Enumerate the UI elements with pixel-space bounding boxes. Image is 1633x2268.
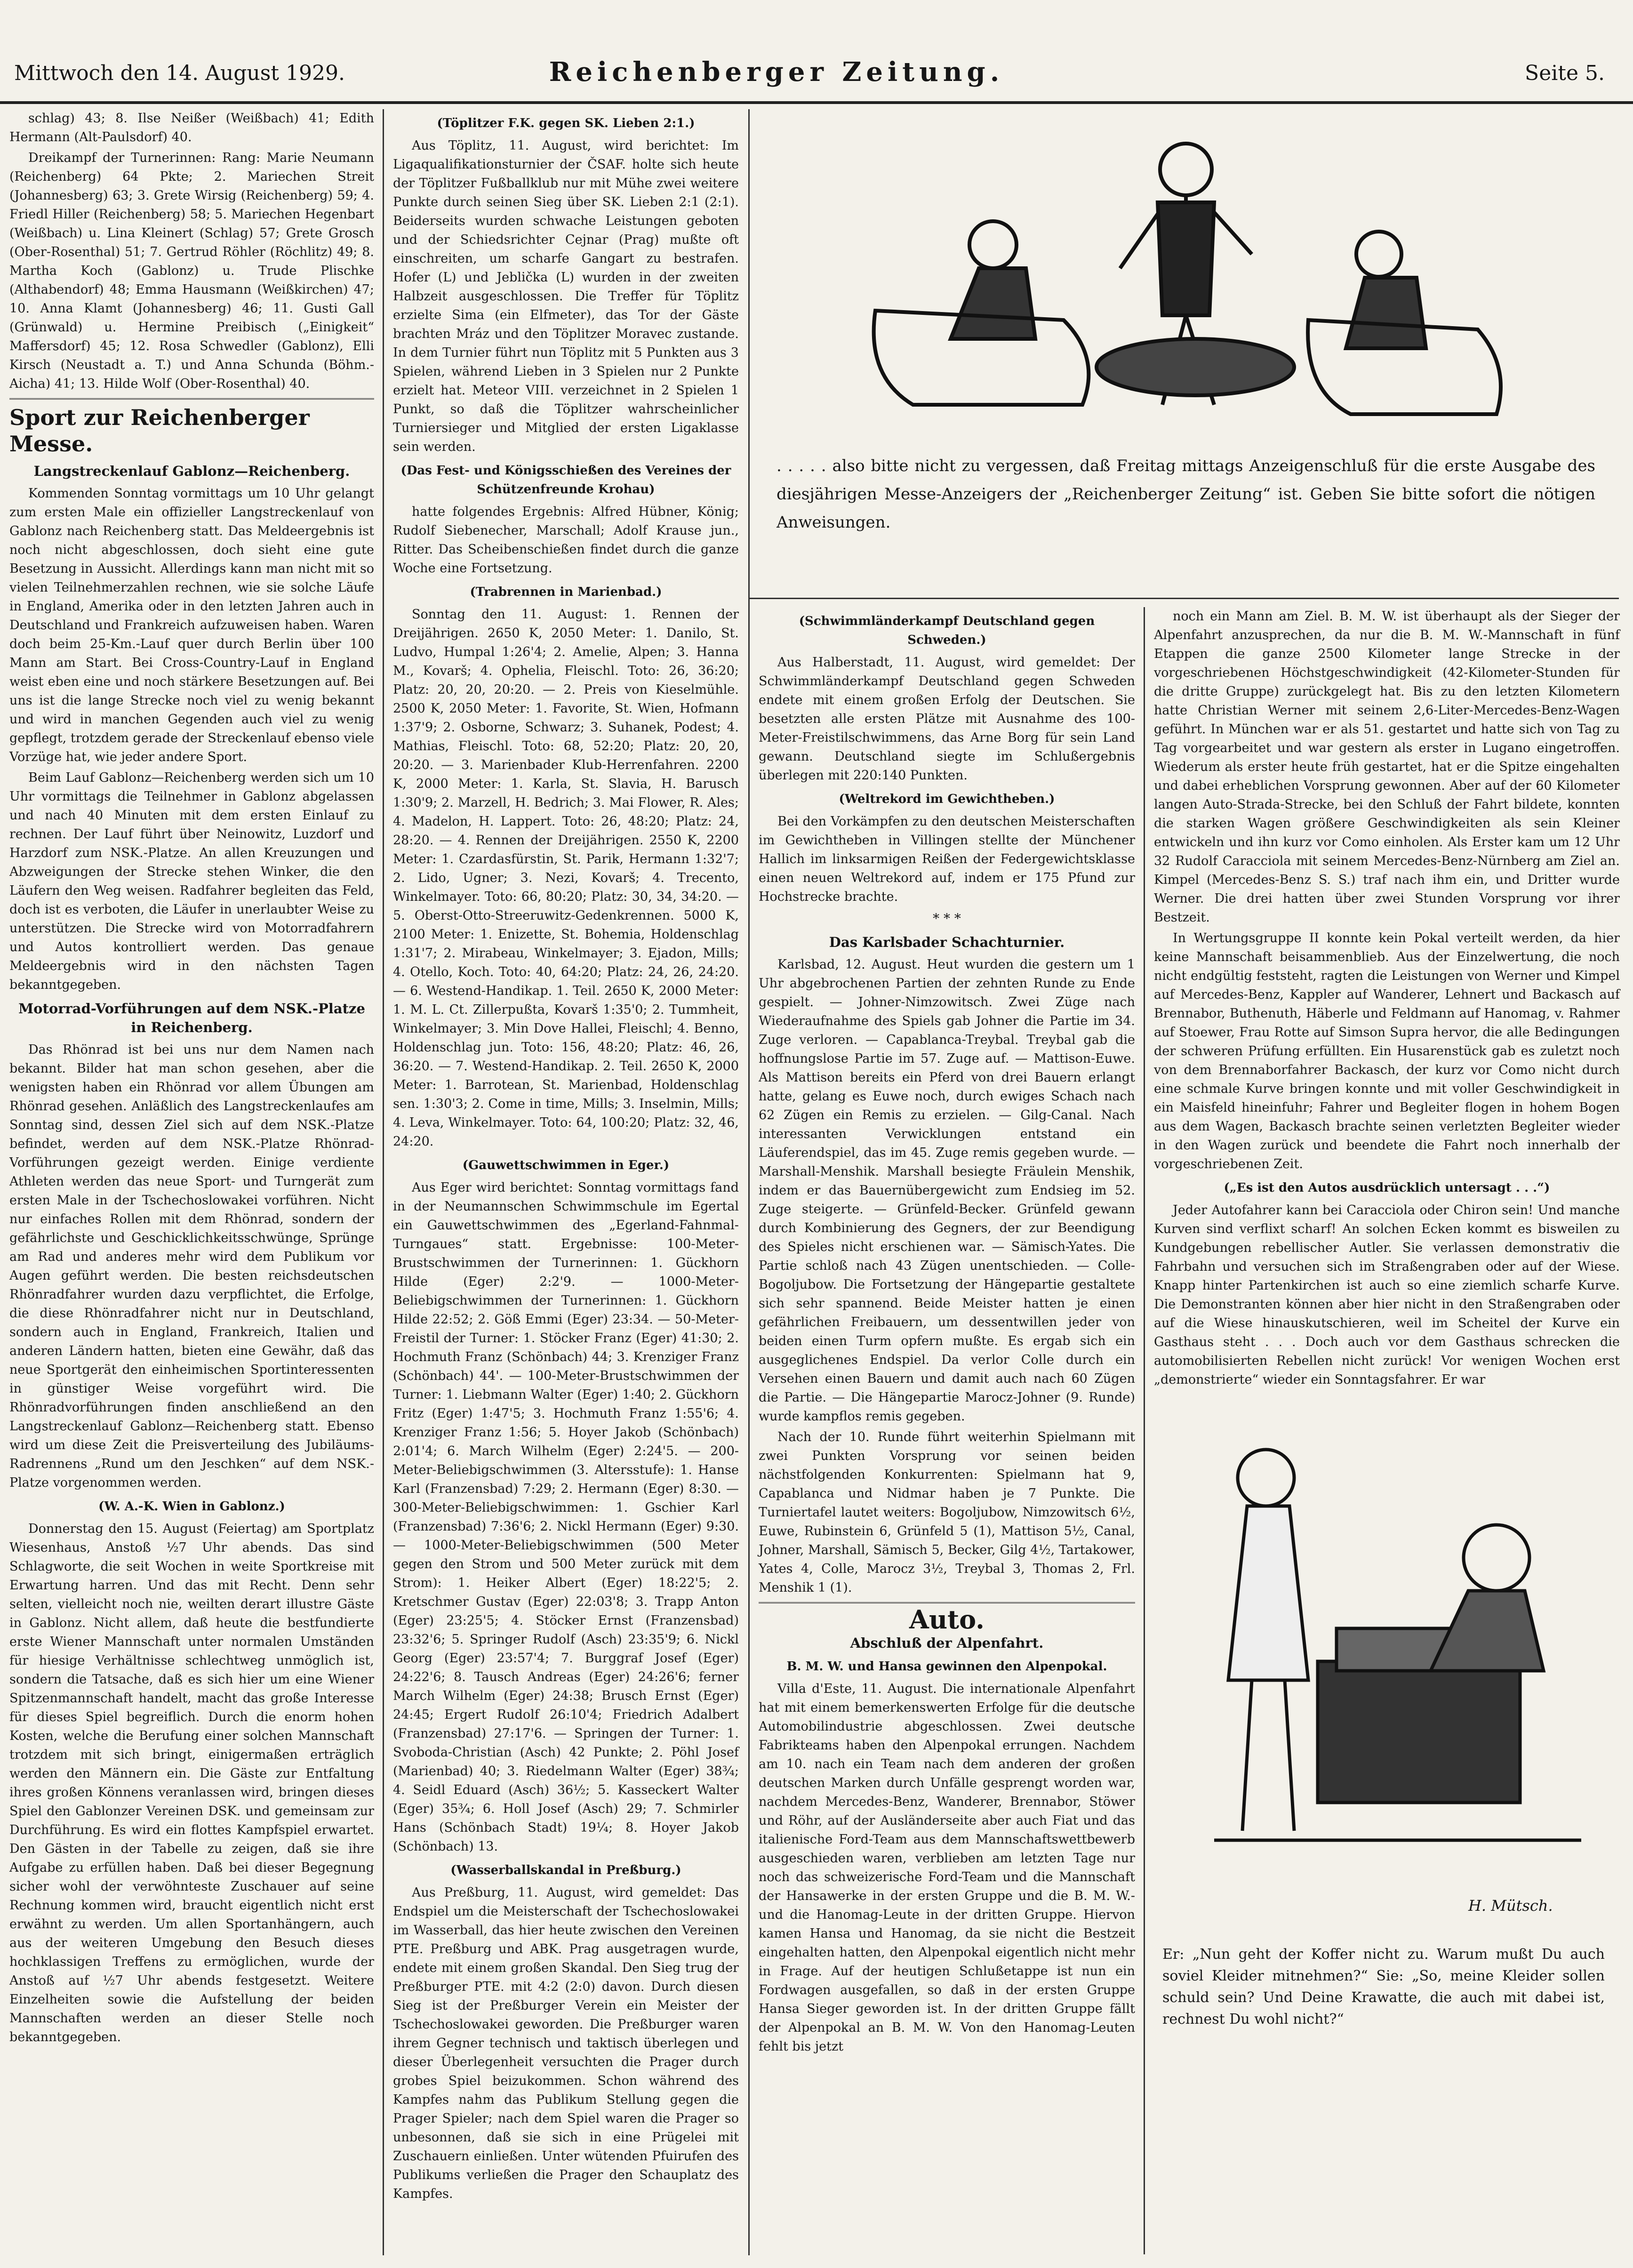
article-title: (Weltrekord im Gewichtheben.) [839,792,1055,806]
article-paragraph: Karlsbad, 12. August. Heut wurden die gestern um 1 Uhr abgebrochenen Partien der zehnten Runde zu Ende gespielt. — Johner-Nimzowitsch. Zwei Züge nach Wiederaufnahme des Spiels gab Johner die Partie im 34. Zuge verloren. — Capablanca-Treybal. Treybal gab die hoffnungslose Partie im 57. Zuge auf. — Mattison-Euwe. Als Mattison bereits ein Pferd von drei Bauern erlangt hatte, gelang es Euwe noch, durch ewiges Schach nach 62 Zügen ein Remis zu erzielen. — Gilg-Canal. Nach interessanten Verwicklungen entstand ein Läuferendspiel, das im 45. Zuge remis gegeben wurde. — Marshall-Menshik. Marshall besiegte Fräulein Menshik, indem er das Bauernübergewicht zum Endsieg im 52. Zuge steigerte. — Grünfeld-Becker. Grünfeld gewann durch Kombinierung des Gegners, der zur Beendigung des Spieles nicht erschienen war. — Sämisch-Yates. Die Partie schloß nach 43 Zügen unentschieden. — Colle-Bogoljubow. Die Fortsetzung der Hängepartie gestaltete sich sehr spannend. Beide Meister hatten je einen gefährlichen Freibauern, um dessentwillen jeder von beiden einen Turm opfern mußte. Es ergab sich ein ausgeglichenes Endspiel. Da verlor Colle durch ein Versehen einen Bauern und damit auch nach 60 Zügen die Partie. — Die Hängepartie Marocz-Johner (9. Runde) wurde kampflos remis gegeben. [759,957,1135,1424]
subheading: B. M. W. und Hansa gewinnen den Alpenpokal. [786,1659,1107,1674]
cartoon-illustration [1167,1417,1605,1934]
subheading: Das Karlsbader Schachturnier. [829,934,1065,950]
article-paragraph: Kommenden Sonntag vormittags um 10 Uhr gelangt zum ersten Male ein offizieller Langstreckenlauf von Gablonz nach Reichenberg statt. Das Meldeergebnis ist noch nicht abgeschlossen, doch sieht eine gute Besetzung in Aussicht. Allerdings kann man nicht mit so vielen Teilnehmerzahlen rechnen, wie sie solche Läufe in England, Amerika oder in den letzten Jahren auch in Deutschland und Frankreich aufzuweisen haben. Waren doch beim 25-Km.-Lauf quer durch Berlin über 100 Mann am Start. Bei Cross-Country-Lauf in England weist eben eine und noch stärkere Besetzungen auf. Bei uns ist die lange Strecke noch viel zu wenig bekannt und wird in manchen Gegenden auch viel zu wenig gepflegt, trotzdem gerade der Streckenlauf ebenso viele Vorzüge hat, wie jeder andere Sport. [9,486,374,764]
article-paragraph: Villa d'Este, 11. August. Die internationale Alpenfahrt hat mit einem bemerkenswerten Erfolge für die deutsche Automobilindustrie abgeschlossen. Zwei deutsche Fabrikteams haben den Alpenpokal errungen. Nachdem am 10. nach ein Team nach dem anderen der großen deutschen Marken durch Unfälle gesprengt worden war, nachdem Mercedes-Benz, Wanderer, Brennabor, Stöwer und Röhr, auf der Ausländerseite aber auch Fiat und das italienische Ford-Team aus dem Mannschaftswettbewerb ausgeschieden waren, verblieben am letzten Tage nur noch das schweizerische Ford-Team und die Mannschaft der Hansawerke in der ersten Gruppe und die B. M. W.- und die Hanomag-Leute in der dritten Gruppe. Hiervon kamen Hansa und Hanomag, da sie nicht die Bestzeit eingehalten hatten, den Alpenpokal eigentlich nicht mehr in Frage. Auf der heutigen Schlußetappe ist nun ein Fordwagen ausgefallen, so daß in der ersten Gruppe Hansa Sieger geworden ist. In der dritten Gruppe fällt der Alpenpokal an B. M. W. Von den Hanomag-Leuten fehlt bis jetzt [759,1682,1135,2054]
section-title: Sport zur Reichenberger Messe. [9,405,310,457]
cartoon-caption: Er: „Nun geht der Koffer nicht zu. Warum mußt Du auch soviel Kleider mitnehmen?“ Sie: „So, meine Kleider sollen schuld sein? Und Deine Krawatte, die auch mit dabei ist, rechnest Du wohl nicht?“ [1162,1946,1605,2028]
article-paragraph: hatte folgendes Ergebnis: Alfred Hübner, König; Rudolf Siebenecher, Marschall; Adolf Krause jun., Ritter. Das Scheibenschießen findet durch die ganze Woche eine Fortsetzung. [393,505,739,576]
article-dreikampf: Dreikampf der Turnerinnen: Rang: Marie Neumann (Reichenberg) 64 Pkte; 2. Mariechen Streit (Johannesberg) 63; 3. Grete Wirsig (Reichenberg) 59; 4. Friedl Hiller (Reichenberg) 58; 5. Mariechen Hegenbart (Weißbach) u. Lina Kleinert (Schlag) 57; Grete Grosch (Ober-Rosenthal) 51; 7. Gertrud Röhler (Röchlitz) 49; 8. Martha Koch (Gablonz) u. Trude Plischke (Althabendorf) 48; Emma Hausmann (Weißkirchen) 47; 10. Anna Klamt (Johannesberg) 46; 11. Gusti Gall (Grünwald) u. Hermine Preibisch („Einigkeit“ Maffersdorf) 45; 12. Rosa Schwedler (Gablonz), Elli Kirsch (Neustadt a. T.) und Anna Schunda (Böhm.-Aicha) 41; 13. Hilde Wolf (Ober-Rosenthal) 40. [9,151,374,391]
column-3 [759,607,1135,2264]
article-title: (Schwimmländerkampf Deutschland gegen Schweden.) [799,614,1095,647]
ad-caption: . . . . . also bitte nicht zu vergessen, daß Freitag mittags Anzeigenschluß für die erste Ausgabe des diesjährigen Messe-Anzeigers der „Reichenberger Zeitung“ ist. Geben Sie bitte sofort die nötigen Anweisungen. [776,457,1595,532]
separator-stars: * * * [933,911,961,926]
page-header [0,0,1633,104]
column-rule [748,109,750,2255]
masthead: Reichenberger Zeitung. [549,56,1004,88]
article-title: (Trabrennen in Marienbad.) [470,585,662,599]
article-paragraph: Jeder Autofahrer kann bei Caracciola oder Chiron sein! Und manche Kurven sind verflixt scharf! An solchen Ecken kommt es bisweilen zu Kundgebungen rebellischer Autler. Sie verlassen demonstrativ die Fahrbahn und versuchen sich im Straßengraben oder auf der Wiese. Knapp hinter Partenkirchen ist auch so eine ziemlich scharfe Kurve. Die Demonstranten können aber hier nicht in den Straßengraben oder auf die Wiese hinauskutschieren, weil im Scheitel der Kurve ein Gasthaus steht . . . Doch auch vor dem Gasthaus schrecken die automobilisierten Rebellen nicht zurück! Vor wenigen Wochen erst „demonstrierte“ wieder ein Sonntagsfahrer. Er war [1154,1203,1620,1387]
article-paragraph: Das Rhönrad ist bei uns nur dem Namen nach bekannt. Bilder hat man schon gesehen, aber die wenigsten haben ein Rhönrad vor allem Übungen am Rhönrad gesehen. Anläßlich des Langstreckenlaufes am Sonntag sind, dessen Ziel sich auf dem NSK.-Platze befindet, werden auf dem NSK.-Platze Rhönrad-Vorführungen gezeigt werden. Einige verdiente Athleten werden das neue Sport- und Turngerät zum ersten Male in der Tschechoslowakei vorführen. Nicht nur einfaches Rollen mit dem Rhönrad, sondern der gefährlichste und Geschicklichkeitsschwünge, Sprünge am Rad und anderes mehr wird dem Publikum vor Augen geführt werden. Die besten reichsdeutschen Rhönradfahrer wurden dazu verpflichtet, die Erfolge, die diese Rhönradfahrer nicht nur in Deutschland, sondern auch in England, Frankreich, Italien und anderen Ländern hatten, bieten eine Gewähr, daß das neue Sportgerät den einheimischen Sportinteressenten in günstiger Weise vorgeführt wird. Die Rhönradvorführungen finden anschließend an den Langstreckenlauf Gablonz—Reichenberg statt. Ebenso wird um diese Zeit die Preisverteilung des Jubiläums-Radrennens „Rund um den Jeschken“ auf dem NSK.-Platze vorgenommen werden. [9,1042,374,1490]
column-1 [9,109,374,2236]
issue-date: Mittwoch den 14. August 1929. [14,61,345,85]
section-title-auto: Auto. [909,1604,985,1635]
column-4 [1154,607,1620,1387]
subheading: (W. A.-K. Wien in Gablonz.) [98,1499,285,1514]
article-paragraph: Bei den Vorkämpfen zu den deutschen Meisterschaften im Gewichtheben in Villingen stellte der Münchener Hallich im linksarmigen Reißen der Federgewichtsklasse einen neuen Weltrekord auf, indem er 175 Pfund zur Hochstrecke brachte. [759,814,1135,904]
column-rule [748,598,1619,599]
subheading: Motorrad-Vorführungen auf dem NSK.-Platze in Reichenberg. [18,1001,365,1035]
article-title: („Es ist den Autos ausdrücklich untersagt . . .“) [1224,1181,1550,1195]
ad-illustration [838,113,1544,442]
article-paragraph: Aus Eger wird berichtet: Sonntag vormittags fand in der Neumannschen Schwimmschule im Egertal ein Gauwettschwimmen des „Egerland-Fahnmal-Turngaues“ statt. Ergebnisse: 100-Meter-Brustschwimmen der Turnerinnen: 1. Gückhorn Hilde (Eger) 2:2'9. — 1000-Meter-Beliebigschwimmen der Turnerinnen: 1. Gückhorn Hilde 22:52; 2. Göß Emmi (Eger) 23:34. — 50-Meter-Freistil der Turner: 1. Stöcker Franz (Eger) 41:30; 2. Hochmuth Franz (Schönbach) 44; 3. Krenziger Franz (Schönbach) 44'. — 100-Meter-Brustschwimmen der Turner: 1. Liebmann Walter (Eger) 1:40; 2. Gückhorn Fritz (Eger) 1:47'5; 3. Hochmuth Franz 1:55'6; 4. Krenziger Franz 1:56; 5. Hoyer Jakob (Schönbach) 2:01'4; 6. March Wilhelm (Eger) 2:24'5. — 200-Meter-Beliebigschwimmen (3. Altersstufe): 1. Hanse Karl (Franzensbad) 7:29; 2. Hermann (Eger) 8:30. — 300-Meter-Beliebigschwimmen: 1. Gschier Karl (Franzensbad) 7:36'6; 2. Nickl Hermann (Eger) 9:30. — 1000-Meter-Beliebigschwimmen (500 Meter gegen den Strom und 500 Meter zurück mit dem Strom): 1. Heiker Albert (Eger) 18:22'5; 2. Kretschmer Gustav (Eger) 22:03'8; 3. Trapp Anton (Eger) 23:25'5; 4. Stöcker Ernst (Franzensbad) 23:32'6; 5. Springer Rudolf (Asch) 23:35'9; 6. Nickl Georg (Eger) 23:57'4; 7. Burggraf Josef (Eger) 24:22'6; 8. Tausch Andreas (Eger) 24:26'6; ferner March Wilhelm (Eger) 24:38; Brusch Ernst (Eger) 24:45; Ergert Rudolf 26:10'4; Friedrich Adalbert (Franzensbad) 27:17'6. — Springen der Turner: 1. Svoboda-Christian (Asch) 42 Punkte; 2. Pöhl Josef (Marienbad) 40; 3. Riedelmann Walter (Eger) 38¾; 4. Seidl Eduard (Asch) 36½; 5. Kasseckert Walter (Eger) 35¾; 6. Holl Josef (Asch) 29; 7. Schmirler Hans (Schönbach Stadt) 19¼; 8. Hoyer Jakob (Schönbach) 13. [393,1180,739,1854]
subheading: Abschluß der Alpenfahrt. [850,1635,1044,1651]
article-paragraph: Aus Halberstadt, 11. August, wird gemeldet: Der Schwimmländerkampf Deutschland gegen Schweden endete mit einem großen Erfolg der Deutschen. Sie besetzten alle ersten Plätze mit Ausnahme des 100-Meter-Freistilschwimmens, das Arne Borg für sein Land gewann. Deutschland siegte im Schlußergebnis überlegen mit 220:140 Punkten. [759,655,1135,783]
article-paragraph: In Wertungsgruppe II konnte kein Pokal verteilt werden, da hier keine Mannschaft beisammenblieb. Aus der Einzelwertung, die noch nicht endgültig feststeht, ragten die Leistungen von Werner und Kimpel auf Mercedes-Benz, Kappler auf Wanderer, Lehnert und Backasch auf Brennabor, Buthenuth, Häberle und Feldmann auf Hanomag, v. Rahmer auf Stoewer, Frau Rotte auf Simson Supra hervor, die alle Bedingungen der schweren Prüfung erfüllten. Ein Husarenstück gab es zuletzt noch von dem Brennaborfahrer Backasch, der kurz vor Como nicht durch eine schmale Kurve bringen konnte und mit voller Geschwindigkeit in ein Maisfeld hineinfuhr; Fahrer und Begleiter flogen in hohem Bogen aus dem Wagen, Backasch brachte seinen verletzten Begleiter wieder in den Wagen zurück und beendete die Fahrt noch innerhalb der vorgeschriebenen Zeit. [1154,931,1620,1171]
article-title: (Gauwettschwimmen in Eger.) [462,1158,670,1172]
column-rule [1144,607,1145,2254]
article-intro: schlag) 43; 8. Ilse Neißer (Weißbach) 41; Edith Hermann (Alt-Paulsdorf) 40. [9,111,374,144]
section-divider [9,398,374,400]
subheading: Langstreckenlauf Gablonz—Reichenberg. [33,463,350,479]
article-paragraph: Aus Töplitz, 11. August, wird berichtet: Im Ligaqualifikationsturnier der ČSAF. holte sich heute der Töplitzer Fußballklub nur mit Mühe zwei weitere Punkte durch seinen Sieg über SK. Lieben 2:1 (2:1). Beiderseits wurden schwache Leistungen geboten und der Schiedsrichter Cejnar (Prag) mußte oft einschreiten, um scharfe Gangart zu bestrafen. Hofer (L) und Jeblička (L) wurden in der zweiten Halbzeit ausgeschlossen. Die Treffer für Töplitz erzielte Sima (ein Elfmeter), das Tor der Gäste brachten Mráz und den Töplitzer Moravec zustande. In dem Turnier führt nun Töplitz mit 5 Punkten aus 3 Spielen, während Lieben in 3 Spielen nur 2 Punkte erzielt hat. Meteor VIII. verzeichnet in 2 Spielen 1 Punkt, so daß die Töplitzer wahrscheinlicher Turniersieger und Mitglied der ersten Ligaklasse sein werden. [393,138,739,454]
column-2 [393,109,739,2236]
page-number: Seite 5. [1525,61,1605,85]
column-rule [383,109,384,2255]
section-divider [759,1602,1135,1603]
article-title: (Töplitzer F.K. gegen SK. Lieben 2:1.) [437,116,695,130]
article-paragraph: Aus Preßburg, 11. August, wird gemeldet: Das Endspiel um die Meisterschaft der Tschechoslowakei im Wasserball, das hier heute zwischen den Vereinen PTE. Preßburg und ABK. Prag ausgetragen wurde, endete mit einem großen Skandal. Den Sieg trug der Preßburger PTE. mit 4:2 (2:0) davon. Durch diesen Sieg ist der Preßburger Verein ein Meister der Tschechoslowakei geworden. Die Preßburger waren ihrem Gegner technisch und taktisch überlegen und dieser Überlegenheit versuchten die Prager durch grobes Spiel beizukommen. Schon während des Kampfes nahm das Publikum Stellung gegen die Prager Spieler; nach dem Spiel waren die Prager so unbesonnen, daß sie sich in eine Prügelei mit Zuschauern einließen. Unter wütenden Pfuirufen des Publikums verließen die Prager den Schauplatz des Kampfes. [393,1885,739,2201]
article-paragraph: Beim Lauf Gablonz—Reichenberg werden sich um 10 Uhr vormittags die Teilnehmer in Gablonz abgelassen und nach 40 Minuten mit dem ersten Einlauf zu rechnen. Der Lauf führt über Neinowitz, Luzdorf und Harzdorf zum NSK.-Platze. An allen Kreuzungen und Abzweigungen der Strecke stehen Winker, die den Läufern den Weg weisen. Radfahrer begleiten das Feld, doch ist es verboten, die Läufer in unerlaubter Weise zu unterstützen. Die Strecke wird von Motorradfahrern und Autos kontrolliert werden. Das genaue Meldeergebnis wird in den nächsten Tagen bekanntgegeben. [9,770,374,992]
article-title: (Wasserballskandal in Preßburg.) [450,1863,681,1877]
article-paragraph: Nach der 10. Runde führt weiterhin Spielmann mit zwei Punkten Vorsprung vor seinen beiden nächstfolgenden Konkurrenten: Spielmann hat 9, Capablanca und Nidmar haben je 7 Punkte. Die Turniertafel lautet weiters: Bogoljubow, Nimzowitsch 6½, Euwe, Rubinstein 6, Grünfeld 5 (1), Mattison 5½, Canal, Johner, Marshall, Sämisch 5, Becker, Gilg 4½, Tartakower, Yates 4, Colle, Marocz 3½, Treybal 3, Thomas 2, Frl. Menshik 1 (1). [759,1430,1135,1595]
article-paragraph: Donnerstag den 15. August (Feiertag) am Sportplatz Wiesenhaus, Anstoß ½7 Uhr abends. Das sind Schlagworte, die seit Wochen in weite Sportkreise mit Erwartung harren. Und das mit Recht. Denn sehr selten, vielleicht noch nie, weilten derart illustre Gäste in Gablonz. Nicht allem, daß heute die bestfundierte erste Wiener Mannschaft unter normalen Umständen für hiesige Verhältnisse schlechtweg unmöglich ist, sondern die Tatsache, daß es sich hier um eine Wiener Spitzenmannschaft handelt, macht das große Interesse für dieses Spiel begreiflich. Durch die enorm hohen Kosten, welche die Berufung einer solchen Mannschaft trotzdem mit sich bringt, einigermaßen erträglich werden den Männern ein. Die Gäste zur Entfaltung ihres großen Könnens veranlassen wird, bringen dieses Spiel den Gablonzer Vereinen DSK. und gemeinsam zur Durchführung. Es wird ein flottes Kampfspiel erwartet. Den Gästen in der Tabelle zu zeigen, daß sie ihre Aufgabe zu erfüllen haben. Daß bei dieser Begegnung sicher wohl der verwöhnteste Zuschauer auf seine Rechnung kommen wird, braucht eigentlich nicht erst erwähnt zu werden. Um allen Sportanhängern, auch aus der weiteren Umgebung den Besuch dieses hochklassigen Treffens zu ermöglichen, wurde der Anstoß auf ½7 Uhr abends festgesetzt. Weitere Einzelheiten sowie die Aufstellung der beiden Mannschaften werden an dieser Stelle noch bekanntgegeben. [9,1522,374,2044]
article-paragraph: noch ein Mann am Ziel. B. M. W. ist überhaupt als der Sieger der Alpenfahrt anzusprechen, da nur die B. M. W.-Mannschaft in fünf Etappen die ganze 2500 Kilometer lange Strecke in der vorgeschriebenen Höchstgeschwindigkeit (42-Kilometer-Stunden für die dritte Gruppe) zurückgelegt hat. Bis zu den letzten Kilometern hatte Christian Werner mit seinem 2,6-Liter-Mercedes-Benz-Wagen geführt. In München war er als 51. gestartet und hatte sich von Tag zu Tag vorgearbeitet und war gestern als erster in Lugano eingetroffen. Wiederum als erster heute früh gestartet, hat er die Spitze eingehalten und dabei erheblichen Vorsprung gewonnen. Aber auf der 60 Kilometer langen Auto-Strada-Strecke, bei den Schluß der Fahrt bildete, konnten die starken Wagen größere Geschwindigkeiten als sein Kleiner entwickeln und ihn kurz vor Como einholen. Als Erster kam um 12 Uhr 32 Rudolf Caracciola mit seinem Mercedes-Benz-Nürnberg am Ziel an. Kimpel (Mercedes-Benz S. S.) traf nach ihm ein, und Dritter wurde Werner. Die drei hatten über zwei Stunden Vorsprung vor ihrer Bestzeit. [1154,609,1620,925]
cartoon-signature: H. Mütsch. [1468,1897,1553,1915]
article-paragraph: Sonntag den 11. August: 1. Rennen der Dreijährigen. 2650 K, 2050 Meter: 1. Danilo, St. Ludvo, Humpal 1:26'4; 2. Amelie, Alpen; 3. Hanna M., Kovarš; 4. Ophelia, Fleischl. Toto: 26, 36:20; Platz: 20, 20, 20:20. — 2. Preis von Kieselmühle. 2500 K, 2050 Meter: 1. Favorite, St. Wien, Hofmann 1:37'9; 2. Osborne, Schwarz; 3. Suhanek, Podest; 4. Mathias, Fleischl. Toto: 68, 52:20; Platz: 20, 20, 20:20. — 3. Marienbader Klub-Herrenfahren. 2200 K, 2000 Meter: 1. Karla, St. Slavia, H. Barusch 1:30'9; 2. Marzell, H. Bedrich; 3. Mai Flower, R. Ales; 4. Madelon, H. Lappert. Toto: 26, 48:20; Platz: 24, 28:20. — 4. Rennen der Dreijährigen. 2550 K, 2200 Meter: 1. Czardasfürstin, St. Parik, Hermann 1:32'7; 2. Lido, Ugner; 3. Nezi, Kovarš; 4. Trecento, Winkelmayer. Toto: 66, 80:20; Platz: 30, 34, 34:20. — 5. Oberst-Otto-Streeruwitz-Gedenkrennen. 5000 K, 2100 Meter: 1. Enizette, St. Bohemia, Holdenschlag 1:31'7; 2. Mirabeau, Winkelmayer; 3. Ejadon, Mills; 4. Otello, Koch. Toto: 40, 64:20; Platz: 24, 26, 24:20. — 6. Westend-Handikap. 1. Teil. 2650 K, 2000 Meter: 1. M. L. Ct. Zillerpußta, Kovarš 1:35'0; 2. Tummheit, Winkelmayer; 3. Min Dove Hallei, Fleischl; 4. Benno, Holdenschlag jun. Toto: 156, 48:20; Platz: 46, 26, 36:20. — 7. Westend-Handikap. 2. Teil. 2650 K, 2000 Meter: 1. Barrotean, St. Marienbad, Holdenschlag sen. 1:30'3; 2. Come in time, Mills; 3. Inselmin, Mills; 4. Leva, Winkelmayer. Toto: 64, 100:20; Platz: 32, 46, 24:20. [393,607,739,1149]
article-title: (Das Fest- und Königsschießen des Vereines der Schützenfreunde Krohau) [400,464,731,497]
